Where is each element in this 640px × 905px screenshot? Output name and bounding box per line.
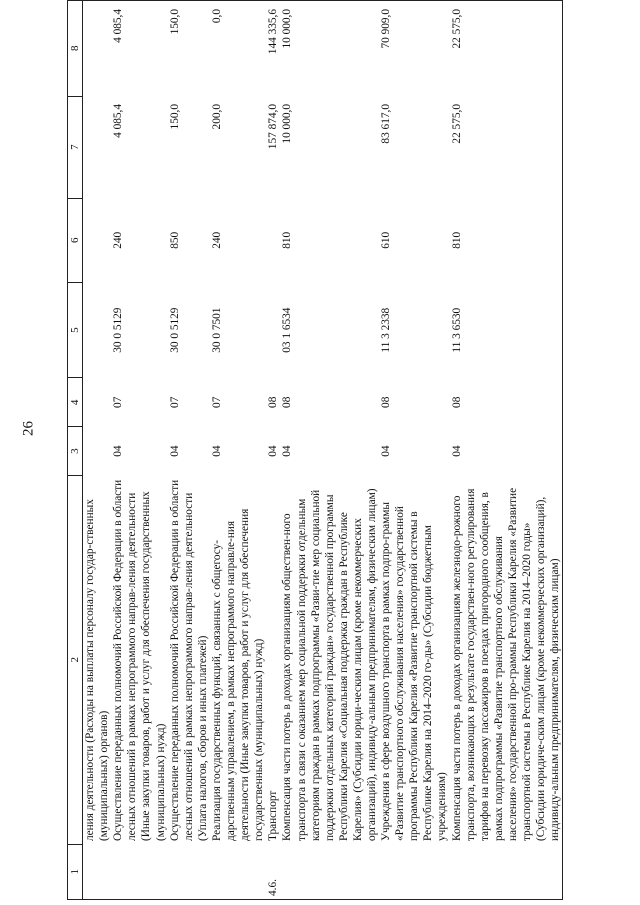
row-number: 4.6. — [266, 844, 280, 899]
row-number — [168, 844, 210, 899]
row-c3: 04 — [168, 445, 181, 457]
row-c7 — [83, 96, 112, 198]
row-c5: 03 1 6534 — [281, 307, 294, 353]
row-c8: 150,0 — [168, 1, 210, 97]
row-name: ления деятельности (Расходы на выплаты персоналу государ-ственных (муниципальных) органов) — [84, 499, 111, 842]
row-number — [210, 844, 266, 899]
row-c4: 08 — [380, 396, 393, 408]
row-c8: 4 085,4 — [111, 1, 167, 97]
row-number — [111, 844, 167, 899]
row-c8: 0,0 — [210, 1, 266, 97]
row-c4: 07 — [112, 396, 125, 408]
row-c6: 810 — [281, 231, 294, 249]
row-name: Осуществление переданных полномочий Российской Федерации в области лесных отношений в рамках непрограммого направ-ления деятельности (Иные закупки товаров, работ и услуг для обеспечения государственных (муниципальных) нужд) — [112, 479, 167, 842]
row-number — [450, 844, 563, 899]
row-c5: 30 0 5129 — [168, 307, 181, 353]
row-c4: 08 — [267, 396, 280, 408]
row-c7: 83 617,0 — [380, 104, 393, 144]
header-col-6: 6 — [68, 198, 83, 282]
row-c4 — [83, 378, 112, 427]
row-name: Компенсация части потерь в доходах организациям обществен-ного транспорта в связи с оказанием мер социальной поддержки отдельным категориям граждан в рамках подпрограммы «Разви-тие мер социальной поддержки отдельных категорий граждан» государственной программы Республики Карелия «Социальная поддержка граждан в Республике Карелия» (Субсидии юриди-ческим лицам (кроме некоммерческих организаций), индивиду-альным предпринимателям, физическим лицам) — [281, 488, 378, 842]
row-c3: 04 — [267, 445, 280, 457]
row-c5: 11 3 6530 — [450, 282, 563, 377]
row-c3: 04 — [380, 445, 393, 457]
row-c6 — [83, 198, 112, 282]
header-col-2: 2 — [68, 476, 83, 844]
row-number — [379, 844, 449, 899]
row-c4: 08 — [281, 396, 294, 408]
row-c5: 30 0 7501 — [210, 307, 223, 353]
row-c6: 850 — [168, 231, 181, 249]
table-row — [280, 1, 379, 900]
header-col-3: 3 — [68, 427, 83, 476]
row-c5 — [266, 282, 280, 377]
table-header-row — [68, 1, 83, 900]
row-name: Реализация государственных функций, связанных с общегосу-дарственным управлением, в рамках непрограммого направле-ния деятельности (Иные закупки товаров, работ и услуг для обеспечения государственных (муниципальных) нужд) — [210, 508, 266, 842]
row-c3: 04 — [450, 427, 563, 476]
row-c3: 04 — [112, 445, 125, 457]
row-c4: 07 — [168, 396, 181, 408]
row-c8: 70 909,0 — [379, 1, 449, 97]
table-row — [379, 1, 449, 900]
row-c6: 240 — [210, 231, 223, 249]
header-col-7: 7 — [68, 96, 83, 198]
header-col-5: 5 — [68, 282, 83, 377]
table-row — [210, 1, 266, 900]
page-number: 26 — [20, 421, 37, 436]
row-c6 — [266, 198, 280, 282]
row-c7: 200,0 — [210, 104, 223, 130]
row-c4: 08 — [450, 378, 563, 427]
row-c6: 240 — [112, 231, 125, 249]
row-number — [83, 844, 112, 899]
row-c8: 10 000,0 — [280, 1, 379, 97]
row-c3: 04 — [281, 445, 294, 457]
row-c5: 30 0 5129 — [112, 307, 125, 353]
row-c7: 22 575,0 — [450, 96, 563, 198]
row-c8: 22 575,0 — [450, 1, 563, 97]
row-c5: 11 3 2338 — [380, 307, 393, 353]
row-c7: 10 000,0 — [281, 104, 294, 144]
table-row — [111, 1, 167, 900]
row-c3: 04 — [210, 445, 223, 457]
row-name: Компенсация части потерь в доходах организациям железнодо-рожного транспорта, возникающих в результате государствен-ного регулирования тарифов на перевозку пассажиров в поездах пригородного сообщения, в рамках подпрограммы «Развитие транспортного обслуживания населения» государственной про-граммы Республики Карелия «Развитие транспортной системы в Республике Карелия на 2014–2020 годы» (Субсидии юридиче-ским лицам (кроме некоммерческих организаций), индивиду-альным предпринимателям, физическим лицам) — [450, 476, 563, 844]
row-c6: 810 — [450, 198, 563, 282]
header-col-1: 1 — [68, 844, 83, 899]
budget-table — [67, 0, 563, 900]
row-c7: 4 085,4 — [112, 104, 125, 138]
table-row — [266, 1, 280, 900]
row-c7: 150,0 — [168, 104, 181, 130]
row-name: Осуществление переданных полномочий Российской Федерации в области лесных отношений в рамках непрограммого направ-ления деятельности (Уплата налогов, сборов и иных платежей) — [168, 479, 209, 842]
header-col-8: 8 — [68, 1, 83, 97]
row-c5 — [83, 282, 112, 377]
header-col-4: 4 — [68, 378, 83, 427]
budget-table-rotated — [67, 0, 587, 900]
table-row — [168, 1, 210, 900]
row-c4: 07 — [210, 396, 223, 408]
row-name: Учреждения в сфере воздушного транспорта в рамках подпро-граммы «Развитие транспортного обслуживания населения» государственной программы Республики Карелия «Развитие транспортной системы в Республике Карелия на 2014–2020 го-ды» (Субсидии бюджетным учреждениям) — [380, 502, 449, 842]
row-number — [280, 844, 379, 899]
row-c7: 157 874,0 — [267, 104, 280, 150]
table-row — [450, 1, 563, 900]
row-c8: 144 335,6 — [266, 1, 280, 97]
row-c6: 610 — [380, 231, 393, 249]
row-name: Транспорт — [267, 790, 280, 842]
row-c8 — [83, 1, 112, 97]
row-c3 — [83, 427, 112, 476]
table-row — [83, 1, 112, 900]
